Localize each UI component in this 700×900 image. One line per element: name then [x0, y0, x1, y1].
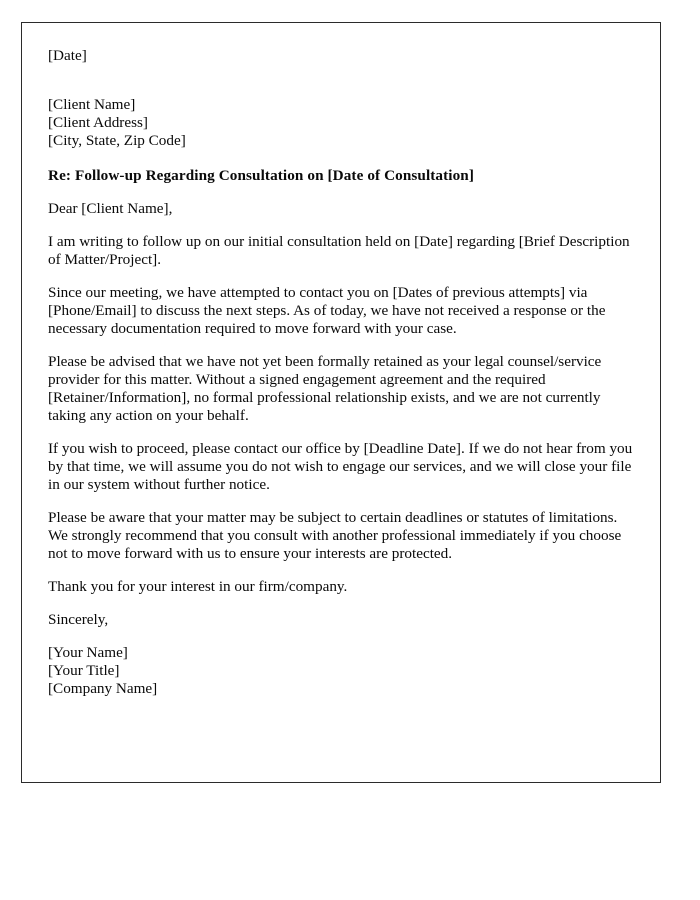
salutation: Dear [Client Name], [48, 200, 173, 217]
recipient-name: [Client Name] [48, 96, 136, 113]
signer-name: [Your Name] [48, 644, 128, 661]
recipient-city-state-zip: [City, State, Zip Code] [48, 132, 186, 149]
signer-title: [Your Title] [48, 662, 120, 679]
date-placeholder: [Date] [48, 47, 87, 64]
date-spacer [48, 80, 634, 96]
body-paragraph-4: If you wish to proceed, please contact our office by [Deadline Date]. If we do not hear from you by that time, we will assume you do not wish to engage our services, and we will close your file in our system without further notice. [48, 440, 633, 493]
recipient-address-block [48, 96, 634, 150]
signature-block [48, 644, 634, 698]
document-page [21, 22, 661, 783]
date-block [48, 47, 634, 65]
body-paragraph-5: Please be aware that your matter may be subject to certain deadlines or statutes of limitations. We strongly recommend that you consult with another professional immediately if you choose not to move forward with us to ensure your interests are protected. [48, 509, 622, 562]
body-paragraph-3: Please be advised that we have not yet been formally retained as your legal counsel/service provider for this matter. Without a signed engagement agreement and the required [Retainer/Information], no formal professional relationship exists, and we are not currently taking any action on your behalf. [48, 353, 602, 424]
subject-line: Re: Follow-up Regarding Consultation on [Date of Consultation] [48, 167, 474, 184]
letter-body [48, 47, 634, 698]
recipient-address: [Client Address] [48, 114, 148, 131]
body-paragraph-1: I am writing to follow up on our initial consultation held on [Date] regarding [Brief Description of Matter/Project]. [48, 233, 630, 268]
body-paragraph-2: Since our meeting, we have attempted to contact you on [Dates of previous attempts] via [Phone/Email] to discuss the next steps. As of today, we have not received a response or the necessary documentation required to move forward with your case. [48, 284, 606, 337]
closing-line: Sincerely, [48, 611, 109, 628]
thank-you-line: Thank you for your interest in our firm/company. [48, 578, 348, 595]
signer-company: [Company Name] [48, 680, 158, 697]
